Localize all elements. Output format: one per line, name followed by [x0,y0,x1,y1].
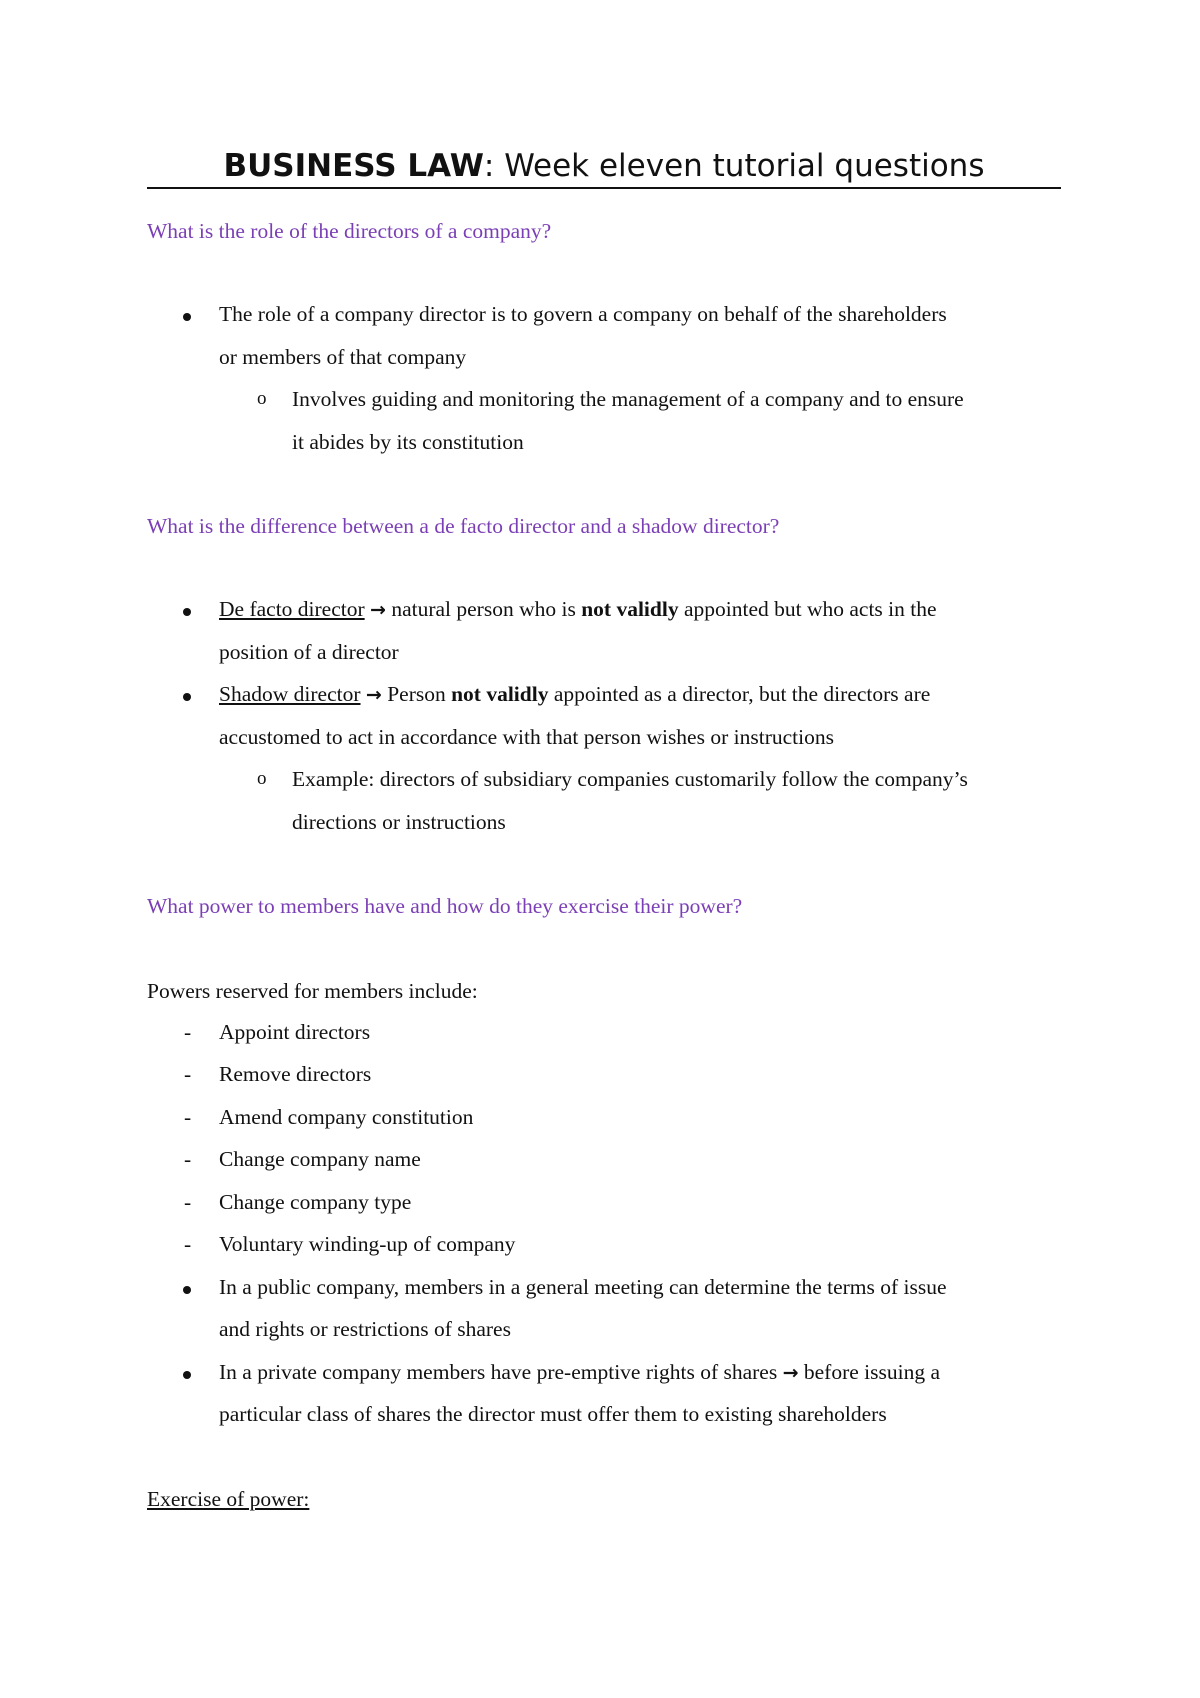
arrow-right-icon: → [365,684,382,706]
title-rest: : Week eleven tutorial questions [483,148,985,184]
emphasis: not validly [581,597,679,621]
list-item-text: Amend company constitution [219,1105,474,1129]
sub-list-item-text: directions or instructions [292,810,506,834]
list-item-text: The role of a company director is to govern a company on behalf of the shareholders [219,302,947,326]
dash-icon: - [184,1190,192,1214]
list-item-text: Voluntary winding-up of company [219,1232,516,1256]
arrow-right-icon: → [370,599,386,621]
list-item-text: Appoint directors [219,1020,371,1044]
list-item-text: Remove directors [219,1062,372,1086]
term-de-facto-director: De facto director [219,597,365,621]
exercise-of-power-heading: Exercise of power: [147,1487,310,1511]
list-item-text: In a public company, members in a general meeting can determine the terms of issue [219,1275,947,1299]
powers-intro: Powers reserved for members include: [147,979,478,1003]
dash-icon: - [184,1232,192,1256]
dash-icon: - [184,1020,192,1044]
list-item-text: particular class of shares the director must offer them to existing shareholders [219,1402,887,1426]
list-item-text: accustomed to act in accordance with that person wishes or instructions [219,725,834,749]
list-item-text: Change company type [219,1190,412,1214]
arrow-right-icon: → [782,1362,799,1384]
term-shadow-director: Shadow director [219,682,361,706]
question-1: What is the role of the directors of a company? [147,219,552,243]
circle-bullet-icon: o [257,768,267,789]
circle-bullet-icon: o [257,388,267,409]
dash-icon: - [184,1105,192,1129]
bullet-icon [183,588,191,631]
dash-icon: - [184,1062,192,1086]
page-title [147,146,1061,189]
sub-list-item-text: Example: directors of subsidiary companies customarily follow the company’s [292,767,968,791]
list-item-text: De facto director → natural person who is not validly appointed but who acts in the [219,597,937,621]
sub-list-item-text: Involves guiding and monitoring the management of a company and to ensure [292,387,964,411]
bullet-icon [183,293,191,336]
title-subject: BUSINESS LAW [223,148,484,184]
list-item-text: or members of that company [219,345,467,369]
dash-icon: - [184,1147,192,1171]
bullet-icon [183,1351,191,1394]
list-item-text: position of a director [219,640,399,664]
bullet-icon [183,673,191,716]
list-item-text: Change company name [219,1147,421,1171]
list-item-text: In a private company members have pre-emptive rights of shares → before issuing a [219,1360,941,1384]
sub-list-item-text: it abides by its constitution [292,430,524,454]
emphasis: not validly [451,682,549,706]
question-3: What power to members have and how do they exercise their power? [147,894,743,918]
question-2: What is the difference between a de facto director and a shadow director? [147,514,780,538]
bullet-icon [183,1266,191,1309]
list-item-text: Shadow director → Person not validly appointed as a director, but the directors are [219,682,931,706]
list-item-text: and rights or restrictions of shares [219,1317,511,1341]
